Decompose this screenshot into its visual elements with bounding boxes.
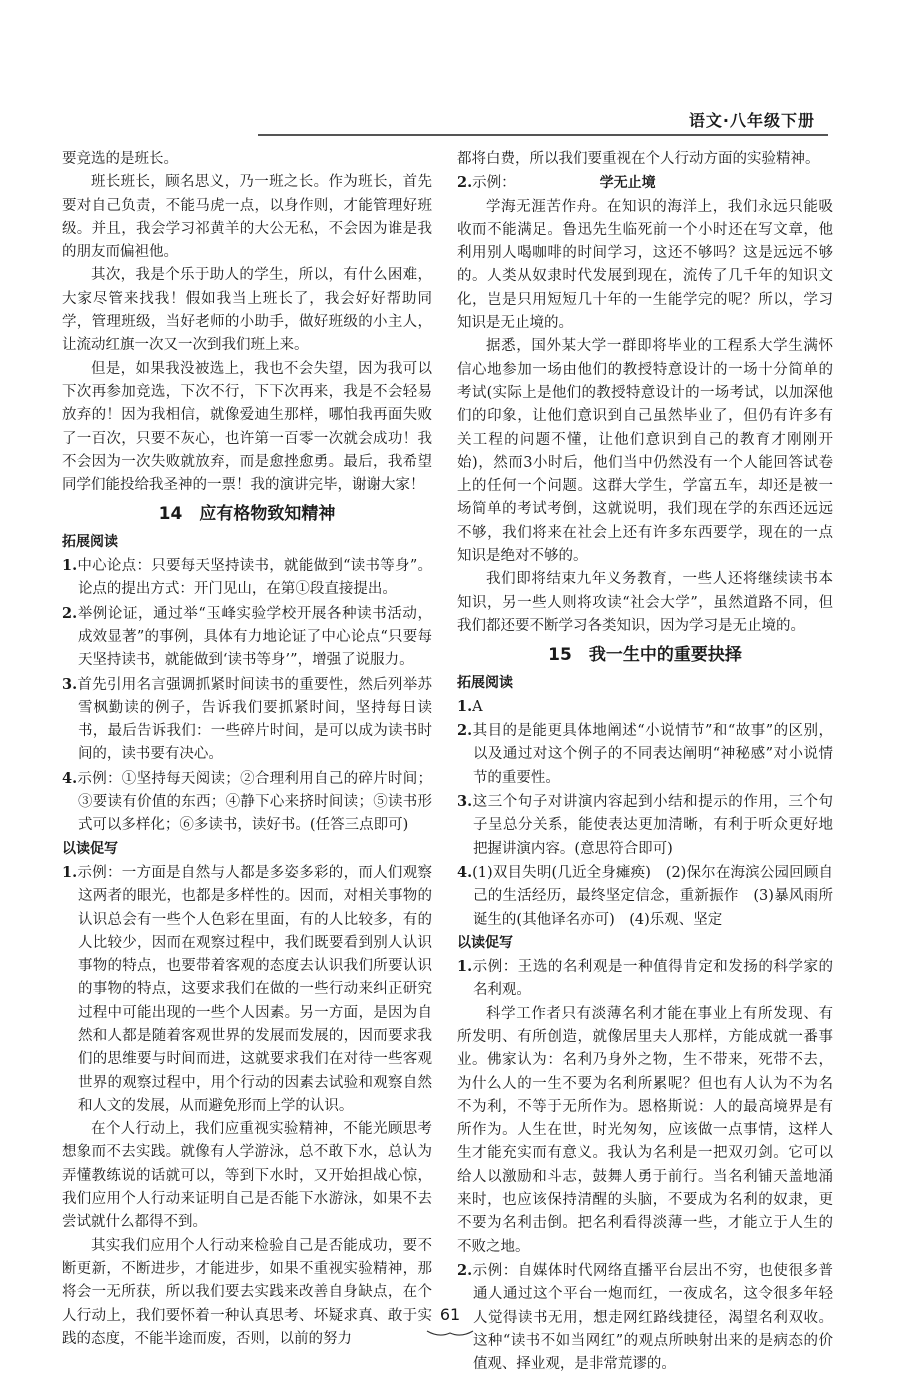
right-column [457,148,833,1376]
item-number: 1. [457,697,473,715]
list-item-continued [457,1003,833,1259]
item-number: 3. [62,675,78,693]
item-text: 示例：自媒体时代网络直播平台层出不穷，也使很多普通人通过这个平台一炮而红，一夜成名，这令很多年轻人觉得读书无用，想走网红路线捷径，渴望名利双收。这种“读书不如当网红”的观点所映射出来的是病态的价值观、择业观，是非常荒谬的。 [472,1262,833,1373]
item-text: 这三个句子对讲演内容起到小结和提示的作用，三个句子呈总分关系，能使表达更加清晰，有利于听众更好地把握讲演内容。(意思符合即可) [472,794,833,857]
list-item [62,554,432,602]
item-text: A [472,698,483,715]
list-item [457,861,833,932]
section-title-14: 14 应有格物致知精神 [158,504,336,525]
header-title: 语文·八年级下册 [688,111,815,130]
right-para-0: 都将白费，所以我们要重视在个人行动方面的实验精神。 [457,151,820,167]
list-item [457,790,833,861]
essay-para-2: 我们即将结束九年义务教育，一些人还将继续读书本知识，另一些人则将攻读“社会大学”，虽然道路不同，但我们都还要不断学习各类知识，因为学习是无止境的。 [457,571,833,634]
left-tail-0: 在个人行动上，我们应重视实验精神，不能光顾思考想象而不去实践。就像有人学游泳，总不敢下水，总认为弄懂教练说的话就可以，等到下水时，又开始担战心惊，我们应用个人行动来证明自己是否能下水游泳，如果不去尝试就什么都得不到。 [62,1121,432,1231]
item-text: 示例：一方面是自然与人都是多姿多彩的，而人们观察这两者的眼光，也都是多样性的。因而，对相关事物的认识总会有一些个人色彩在里面，有的人比较多，有的人比较少，因而在观察过程中，我们既要看到别人认识事物的特点，也要带着客观的态度去认识我们所要认识的事物的特点，这要求我们在做的一些行动来纠正研究过程中可能出现的一些个人因素。另一方面，是因为自然和人都是随着客观世界的发展而发展的，因而要求我们的思维要与时间而进，这就要求我们在对待一些客观世界的观察过程中，用个行动的因素去试验和观察自然和人文的发展，从而避免形而上学的认识。 [77,864,432,1114]
item-number: 1. [62,557,78,575]
section-title-15: 15 我一生中的重要抉择 [548,645,742,666]
list-item [457,719,833,790]
item-text: 其目的是能更具体地阐述“小说情节”和“故事”的区别，以及通过对这个例子的不同表达阐明“神秘感”对小说情节的重要性。 [472,723,833,786]
list-item [457,955,833,1003]
item-text: 举例论证，通过举“玉峰实验学校开展各种读书活动，成效显著”的事例，具体有力地论证了中心论点“只要每天坚持读书，就能做到‘读书等身’”，增强了说服力。 [77,605,432,669]
left-para-1: 班长班长，顾名思义，乃一班之长。作为班长，首先要对自己负责，不能马虎一点，以身作则，才能管理好班级。并且，我会学习祁黄羊的大公无私，不会因为谁是我的朋友而偏袒他。 [62,174,432,261]
left-para-2: 其次，我是个乐于助人的学生，所以，有什么困难，大家尽管来找我！假如我当上班长了，我会好好帮助同学，管理班级，当好老师的小助手，做好班级的小主人，让流动红旗一次又一次到我们班上来。 [62,267,432,354]
item-number: 3. [457,793,473,811]
essay-title: 学无止境 [599,175,656,192]
essay-para-0: 学海无涯苦作舟。在知识的海洋上，我们永远只能吸收而不能满足。鲁迅先生临死前一个小时还在写文章，他利用别人喝咖啡的时间学习，这还不够吗？这是远远不够的。人类从奴隶时代发展到现在，流传了几千年的知识文化，岂是只用短短几十年的一生能学完的呢？所以，学习知识是无止境的。 [457,198,833,332]
list-item [62,861,432,1118]
item-text: 中心论点：只要每天坚持读书，就能做到“读书等身”。论点的提出方式：开门见山，在第①段直接提出。 [77,558,432,598]
list-item [62,602,432,673]
essay-heading-line [457,171,833,195]
item-text: 示例：①坚持每天阅读；②合理利用自己的碎片时间；③要读有价值的东西；④静下心来挤时间读；⑤读书形式可以多样化；⑥多读书，读好书。(任答三点即可) [77,770,432,834]
list-item [62,673,432,767]
essay-para-1: 据悉，国外某大学一群即将毕业的工程系大学生满怀信心地参加一场由他们的教授特意设计的一场十分简单的考试(实际上是他们的教授特意设计的一场考试，以加深他们的印象，让他们意识到自己虽然毕业了，但仍有许多有关工程的问题不懂，让他们意识到自己的教育才刚刚开始)，然而3小时后，他们当中仍然没有一个人能回答试卷上的任何一个问题。这群大学生，学富五车，却还是被一场简单的考试考倒，这就说明，我们现在学的东西还远远不够，我们将来在社会上还有许多东西要学，现在的一点知识是绝对不够的。 [457,338,833,565]
item-number: 1. [62,863,78,881]
item-number: 4. [457,863,473,881]
header-rule [258,134,828,136]
left-para-0: 要竞选的是班长。 [62,151,178,167]
page-number: 61 [439,1305,461,1324]
item-number: 2. [457,1261,473,1279]
left-column [62,148,432,1351]
item-number: 2. [62,604,78,622]
list-item [457,695,833,719]
item-number: 2. [457,174,473,192]
yidu-heading: 以读促写 [62,840,118,857]
yidu-heading: 以读促写 [457,934,513,951]
item-number: 1. [457,958,473,976]
item-text: 示例：王选的名利观是一种值得肯定和发扬的科学家的名利观。 [472,959,833,999]
tuozhan-heading: 拓展阅读 [457,674,513,691]
example-label: 示例： [472,175,516,192]
tuozhan-heading: 拓展阅读 [62,533,118,550]
item-text: (1)双目失明(几近全身瘫痪) (2)保尔在海滨公园回顾自己的生活经历，最终坚定信念，重新振作 (3)暴风雨所诞生的(其他译名亦可) (4)乐观、坚定 [472,864,833,928]
list-item [62,767,432,838]
item-number: 4. [62,769,78,787]
item-number: 2. [457,722,473,740]
page-ornament-icon [425,1328,475,1338]
left-tail-1: 其实我们应用个人行动来检验自己是否能成功，要不断更新，不断进步，才能进步，如果不重视实验精神，那将会一无所获，所以我们要去实践来改善自身缺点，在个人行动上，我们要怀着一种认真思考、坏疑求真、敢于实践的态度，不能半途而废，否则，以前的努力 [62,1237,432,1347]
item-text: 科学工作者只有淡薄名利才能在事业上有所发现、有所发明、有所创造，就像居里夫人那样，方能成就一番事业。佛家认为：名利乃身外之物，生不带来，死带不去，为什么人的一生不要为名利所累呢？但也有人认为不为名不为利，不等于无所作为。恩格斯说：人的最高境界是有所作为。人生在世，时光匆匆，应该做一点事情，这样人生才能充实而有意义。我认为名利是一把双刃剑。它可以给人以激励和斗志，鼓舞人勇于前行。当名利铺天盖地涌来时，也应该保持清醒的头脑，不要成为名利的奴隶，更不要为名利击倒。把名利看得淡薄一些，才能立于人生的不败之地。 [457,1005,833,1255]
item-text: 首先引用名言强调抓紧时间读书的重要性，然后列举苏雪枫勤读的例子，告诉我们要抓紧时间，坚持每日读书，最后告诉我们：一些碎片时间，是可以成为读书时间的，读书要有决心。 [77,676,432,763]
left-para-3: 但是，如果我没被选上，我也不会失望，因为我可以下次再参加竞选，下次不行，下下次再来，我是不会轻易放弃的！因为我相信，就像爱迪生那样，哪怕我再面失败了一百次，只要不灰心，也许第一百零一次就会成功！我不会因为一次失败就放弃，而是愈挫愈勇。最后，我希望同学们能投给我圣神的一票！我的演讲完毕，谢谢大家！ [62,360,432,494]
